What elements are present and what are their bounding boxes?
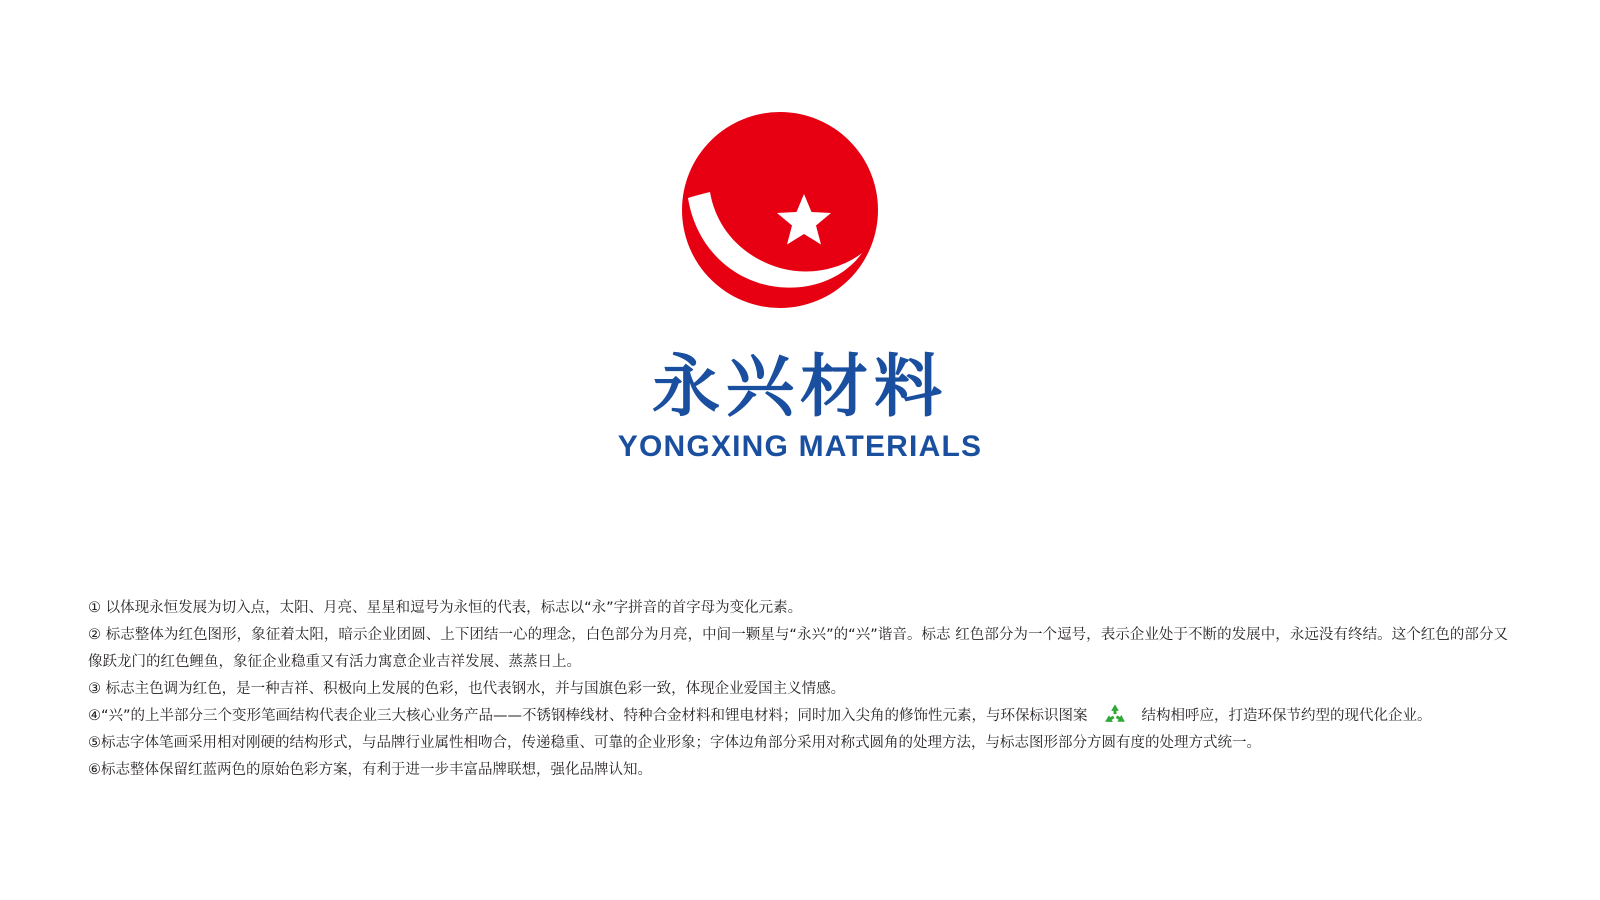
description-item-4 [88, 703, 1508, 730]
description-item-2: ② 标志整体为红色图形，象征着太阳，暗示企业团圆、上下团结一心的理念，白色部分为月亮，中间一颗星与“永兴”的“兴”谐音。标志 红色部分为一个逗号，表示企业处于不断的发展中，永远没有终结。这个红色的部分又像跃龙门的红色鲤鱼，象征企业稳重又有活力寓意企业吉祥发展、蒸蒸日上。 [88, 627, 1508, 670]
wordmark-english: YONGXING MATERIALS [617, 430, 983, 463]
logo-description [88, 595, 1508, 784]
description-item-4-text-after: 结构相呼应，打造环保节约型的现代化企业。 [1141, 708, 1432, 724]
description-item-4-text-before: ④“兴”的上半部分三个变形笔画结构代表企业三大核心业务产品——不锈钢棒线材、特种合金材料和锂电材料；同时加入尖角的修饰性元素，与环保标识图案 [88, 708, 1088, 724]
description-item-1: ① 以体现永恒发展为切入点，太阳、月亮、星星和逗号为永恒的代表，标志以“永”字拼音的首字母为变化元素。 [88, 600, 803, 616]
wordmark-chinese: 永兴材料 [651, 348, 948, 427]
wordmark [600, 350, 1000, 464]
description-item-3: ③ 标志主色调为红色，是一种吉祥、积极向上发展的色彩，也代表钢水，并与国旗色彩一致，体现企业爱国主义情感。 [88, 681, 846, 697]
sun-crescent-star-mark [680, 110, 880, 310]
description-item-6: ⑥标志整体保留红蓝两色的原始色彩方案，有利于进一步丰富品牌联想，强化品牌认知。 [88, 762, 652, 778]
recycle-icon [1102, 703, 1128, 725]
description-item-5: ⑤标志字体笔画采用相对刚硬的结构形式，与品牌行业属性相吻合，传递稳重、可靠的企业形象；字体边角部分采用对称式圆角的处理方法，与标志图形部分方圆有度的处理方式统一。 [88, 735, 1261, 751]
